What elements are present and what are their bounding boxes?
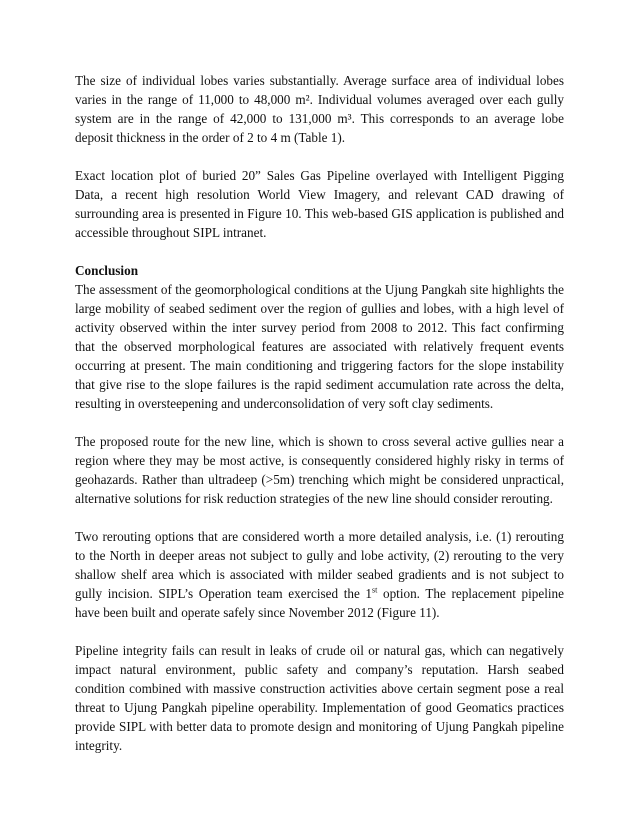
rerouting-text-before: Two rerouting options that are considered worth a more detailed analysis, i.e. (1) rerouting to the North in deeper areas not subject to gully and lobe activity, (2) rerouting to the very shallow shelf area which is associated with milder seabed gradients and is not subject to gully incision. SIPL’s Operation team exercised the 1 <box>75 529 564 601</box>
paragraph-conclusion-rerouting <box>75 527 564 622</box>
document-page <box>75 71 564 774</box>
ordinal-superscript: st <box>372 585 378 595</box>
section-heading-conclusion: Conclusion <box>75 263 139 278</box>
paragraph-pipeline-location: Exact location plot of buried 20” Sales Gas Pipeline overlayed with Intelligent Pigging Data, a recent high resolution World View Imagery, and relevant CAD drawing of surrounding area is presented in Figure 10. This web-based GIS application is published and accessible throughout SIPL intranet. <box>75 168 564 240</box>
paragraph-lobe-size: The size of individual lobes varies substantially. Average surface area of individual lobes varies in the range of 11,000 to 48,000 m². Individual volumes averaged over each gully system are in the range of 42,000 to 131,000 m³. This corresponds to an average lobe deposit thickness in the order of 2 to 4 m (Table 1). <box>75 73 564 145</box>
paragraph-conclusion-route: The proposed route for the new line, which is shown to cross several active gullies near a region where they may be most active, is consequently considered highly risky in terms of geohazards. Rather than ultradeep (>5m) trenching which might be considered unpractical, alternative solutions for risk reduction strategies of the new line should consider rerouting. <box>75 434 564 506</box>
paragraph-conclusion-assessment: The assessment of the geomorphological conditions at the Ujung Pangkah site highlights the large mobility of seabed sediment over the region of gullies and lobes, with a high level of activity observed within the inter survey period from 2008 to 2012. This fact confirming that the observed morphological features are associated with relatively frequent events occurring at present. The main conditioning and triggering factors for the slope instability that give rise to the slope failures is the rapid sediment accumulation rate across the delta, resulting in oversteepening and underconsolidation of very soft clay sediments. <box>75 282 564 411</box>
paragraph-conclusion-integrity: Pipeline integrity fails can result in leaks of crude oil or natural gas, which can negatively impact natural environment, public safety and company’s reputation. Harsh seabed condition combined with massive construction activities above certain segment pose a real threat to Ujung Pangkah pipeline operability. Implementation of good Geomatics practices provide SIPL with better data to promote design and monitoring of Ujung Pangkah pipeline integrity. <box>75 643 564 753</box>
rerouting-text-after: option. The replacement pipeline have been built and operate safely since November 2012 (Figure 11). <box>75 586 564 620</box>
